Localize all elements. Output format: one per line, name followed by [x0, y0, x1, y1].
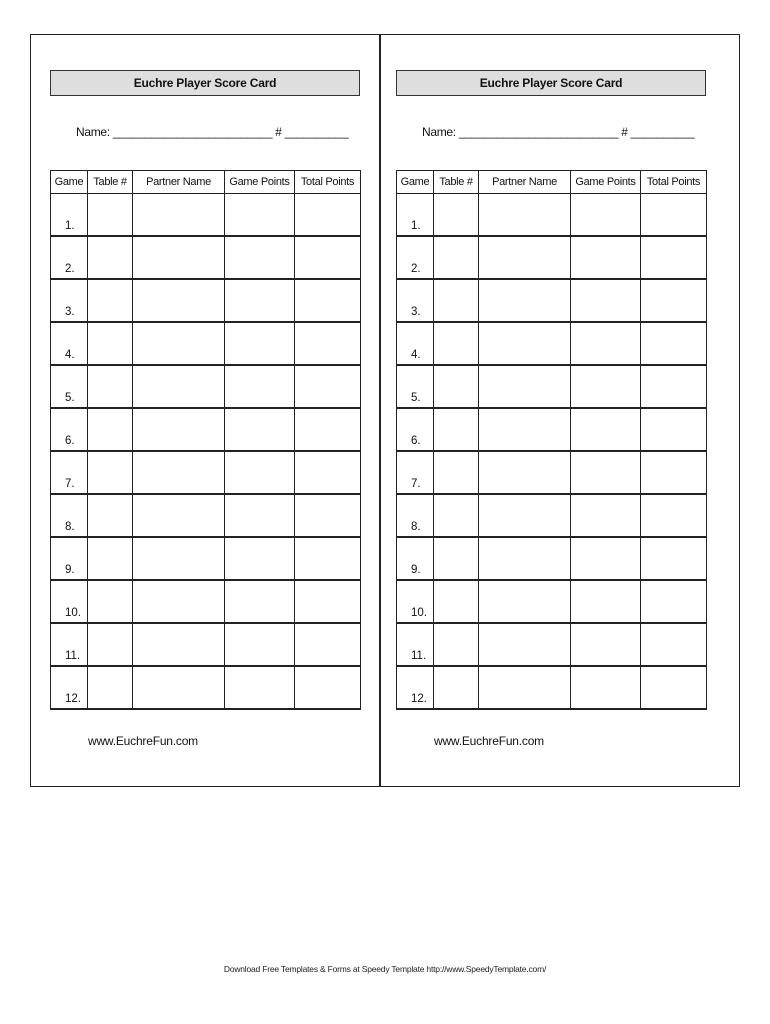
- name-field-line[interactable]: Name: _________________________ # __________: [422, 125, 695, 139]
- score-cell[interactable]: [434, 365, 479, 408]
- score-cell[interactable]: [225, 494, 295, 537]
- table-row: [397, 279, 707, 322]
- score-cell[interactable]: [133, 236, 225, 279]
- game-number: 2.: [397, 236, 434, 279]
- game-number: 1.: [397, 194, 434, 237]
- score-cell[interactable]: [295, 580, 361, 623]
- score-cell[interactable]: [479, 580, 571, 623]
- score-cell[interactable]: [295, 408, 361, 451]
- website-link[interactable]: www.EuchreFun.com: [88, 734, 198, 748]
- name-field-line[interactable]: Name: _________________________ # __________: [76, 125, 349, 139]
- table-row: [51, 279, 361, 322]
- column-header: Total Points: [295, 171, 361, 194]
- game-number: 6.: [397, 408, 434, 451]
- table-row: [397, 451, 707, 494]
- score-cell[interactable]: [571, 408, 641, 451]
- score-cell[interactable]: [295, 194, 361, 237]
- score-cell[interactable]: [88, 279, 133, 322]
- score-cell[interactable]: [571, 236, 641, 279]
- game-number: 12.: [397, 666, 434, 709]
- score-cell[interactable]: [225, 408, 295, 451]
- score-cell[interactable]: [479, 322, 571, 365]
- score-cell[interactable]: [641, 666, 707, 709]
- game-number: 1.: [51, 194, 88, 237]
- table-row: [51, 494, 361, 537]
- score-cell[interactable]: [133, 279, 225, 322]
- table-row: [397, 580, 707, 623]
- column-header: Table #: [434, 171, 479, 194]
- score-cell[interactable]: [295, 279, 361, 322]
- table-row: [51, 451, 361, 494]
- score-cell[interactable]: [225, 623, 295, 666]
- table-row: [51, 537, 361, 580]
- game-number: 10.: [51, 580, 88, 623]
- score-cell[interactable]: [641, 494, 707, 537]
- column-header: Partner Name: [479, 171, 571, 194]
- card-divider: [379, 35, 381, 786]
- score-card-left: [50, 35, 360, 786]
- score-cell[interactable]: [88, 451, 133, 494]
- game-number: 8.: [51, 494, 88, 537]
- score-cell[interactable]: [225, 322, 295, 365]
- score-cell[interactable]: [225, 236, 295, 279]
- score-cell[interactable]: [479, 451, 571, 494]
- game-number: 12.: [51, 666, 88, 709]
- score-cell[interactable]: [88, 623, 133, 666]
- table-row: [51, 623, 361, 666]
- score-cell[interactable]: [641, 322, 707, 365]
- game-number: 5.: [397, 365, 434, 408]
- table-row: [397, 537, 707, 580]
- score-cell[interactable]: [641, 623, 707, 666]
- score-cell[interactable]: [434, 666, 479, 709]
- score-cell[interactable]: [225, 451, 295, 494]
- table-row: [397, 194, 707, 237]
- score-cell[interactable]: [295, 365, 361, 408]
- score-cell[interactable]: [434, 623, 479, 666]
- game-number: 4.: [397, 322, 434, 365]
- table-row: [397, 408, 707, 451]
- game-number: 8.: [397, 494, 434, 537]
- score-cell[interactable]: [133, 580, 225, 623]
- score-cell[interactable]: [641, 537, 707, 580]
- table-row: [51, 666, 361, 709]
- score-cell[interactable]: [641, 365, 707, 408]
- score-cell[interactable]: [88, 494, 133, 537]
- score-cell[interactable]: [571, 580, 641, 623]
- score-cell[interactable]: [571, 194, 641, 237]
- score-cell[interactable]: [88, 194, 133, 237]
- score-cell[interactable]: [479, 365, 571, 408]
- score-cell[interactable]: [434, 451, 479, 494]
- table-row: [51, 322, 361, 365]
- table-row: [397, 666, 707, 709]
- game-number: 4.: [51, 322, 88, 365]
- column-header: Total Points: [641, 171, 707, 194]
- score-cell[interactable]: [225, 194, 295, 237]
- score-cell[interactable]: [133, 494, 225, 537]
- footer-text: Download Free Templates & Forms at Speedy Template http://www.SpeedyTemplate.com/: [223, 964, 547, 974]
- score-cell[interactable]: [88, 666, 133, 709]
- score-cell[interactable]: [133, 623, 225, 666]
- score-cell[interactable]: [295, 537, 361, 580]
- game-number: 7.: [397, 451, 434, 494]
- column-header: Partner Name: [133, 171, 225, 194]
- score-cell[interactable]: [479, 236, 571, 279]
- score-cell[interactable]: [479, 494, 571, 537]
- score-cell[interactable]: [88, 322, 133, 365]
- score-table: [396, 170, 707, 710]
- score-cell[interactable]: [571, 279, 641, 322]
- score-cell[interactable]: [571, 537, 641, 580]
- table-row: [51, 408, 361, 451]
- score-cell[interactable]: [641, 279, 707, 322]
- score-cell[interactable]: [88, 537, 133, 580]
- score-cell[interactable]: [641, 580, 707, 623]
- score-cell[interactable]: [434, 494, 479, 537]
- game-number: 2.: [51, 236, 88, 279]
- game-number: 6.: [51, 408, 88, 451]
- game-number: 9.: [51, 537, 88, 580]
- score-cell[interactable]: [479, 666, 571, 709]
- table-row: [51, 365, 361, 408]
- score-cell[interactable]: [571, 322, 641, 365]
- table-row: [397, 623, 707, 666]
- score-cell[interactable]: [295, 451, 361, 494]
- game-number: 9.: [397, 537, 434, 580]
- score-cell[interactable]: [133, 194, 225, 237]
- table-row: [397, 322, 707, 365]
- score-cell[interactable]: [295, 322, 361, 365]
- column-header: Game Points: [571, 171, 641, 194]
- score-cell[interactable]: [133, 451, 225, 494]
- table-row: [397, 494, 707, 537]
- score-cell[interactable]: [571, 451, 641, 494]
- score-table: [50, 170, 361, 710]
- score-cell[interactable]: [295, 236, 361, 279]
- score-cell[interactable]: [434, 580, 479, 623]
- column-header: Game: [51, 171, 88, 194]
- score-cell[interactable]: [225, 666, 295, 709]
- score-card-right: [396, 35, 706, 786]
- column-header: Table #: [88, 171, 133, 194]
- game-number: 7.: [51, 451, 88, 494]
- table-row: [397, 365, 707, 408]
- score-cell[interactable]: [295, 623, 361, 666]
- score-cell[interactable]: [133, 322, 225, 365]
- score-cell[interactable]: [434, 408, 479, 451]
- website-link[interactable]: www.EuchreFun.com: [434, 734, 544, 748]
- score-cell[interactable]: [133, 365, 225, 408]
- score-cell[interactable]: [641, 408, 707, 451]
- score-cell[interactable]: [571, 365, 641, 408]
- card-title: Euchre Player Score Card: [50, 70, 360, 96]
- score-cell[interactable]: [88, 580, 133, 623]
- score-cell[interactable]: [571, 494, 641, 537]
- score-cell[interactable]: [479, 537, 571, 580]
- game-number: 11.: [397, 623, 434, 666]
- game-number: 11.: [51, 623, 88, 666]
- column-header: Game Points: [225, 171, 295, 194]
- score-cell[interactable]: [479, 279, 571, 322]
- table-row: [51, 236, 361, 279]
- score-cell[interactable]: [571, 666, 641, 709]
- score-cell[interactable]: [295, 666, 361, 709]
- score-cell[interactable]: [225, 365, 295, 408]
- game-number: 3.: [51, 279, 88, 322]
- game-number: 3.: [397, 279, 434, 322]
- score-card-sheet: [30, 34, 740, 787]
- score-cell[interactable]: [434, 279, 479, 322]
- score-cell[interactable]: [225, 279, 295, 322]
- score-cell[interactable]: [295, 494, 361, 537]
- score-cell[interactable]: [434, 322, 479, 365]
- game-number: 10.: [397, 580, 434, 623]
- score-cell[interactable]: [88, 236, 133, 279]
- score-cell[interactable]: [225, 537, 295, 580]
- score-cell[interactable]: [225, 580, 295, 623]
- score-cell[interactable]: [133, 537, 225, 580]
- score-cell[interactable]: [571, 623, 641, 666]
- score-cell[interactable]: [641, 236, 707, 279]
- score-cell[interactable]: [434, 236, 479, 279]
- score-cell[interactable]: [479, 194, 571, 237]
- score-cell[interactable]: [133, 408, 225, 451]
- card-title: Euchre Player Score Card: [396, 70, 706, 96]
- table-row: [51, 580, 361, 623]
- score-cell[interactable]: [641, 194, 707, 237]
- table-row: [397, 236, 707, 279]
- score-cell[interactable]: [88, 408, 133, 451]
- table-row: [51, 194, 361, 237]
- score-cell[interactable]: [88, 365, 133, 408]
- score-cell[interactable]: [133, 666, 225, 709]
- column-header: Game: [397, 171, 434, 194]
- score-cell[interactable]: [641, 451, 707, 494]
- score-cell[interactable]: [479, 623, 571, 666]
- score-cell[interactable]: [434, 194, 479, 237]
- game-number: 5.: [51, 365, 88, 408]
- score-cell[interactable]: [434, 537, 479, 580]
- score-cell[interactable]: [479, 408, 571, 451]
